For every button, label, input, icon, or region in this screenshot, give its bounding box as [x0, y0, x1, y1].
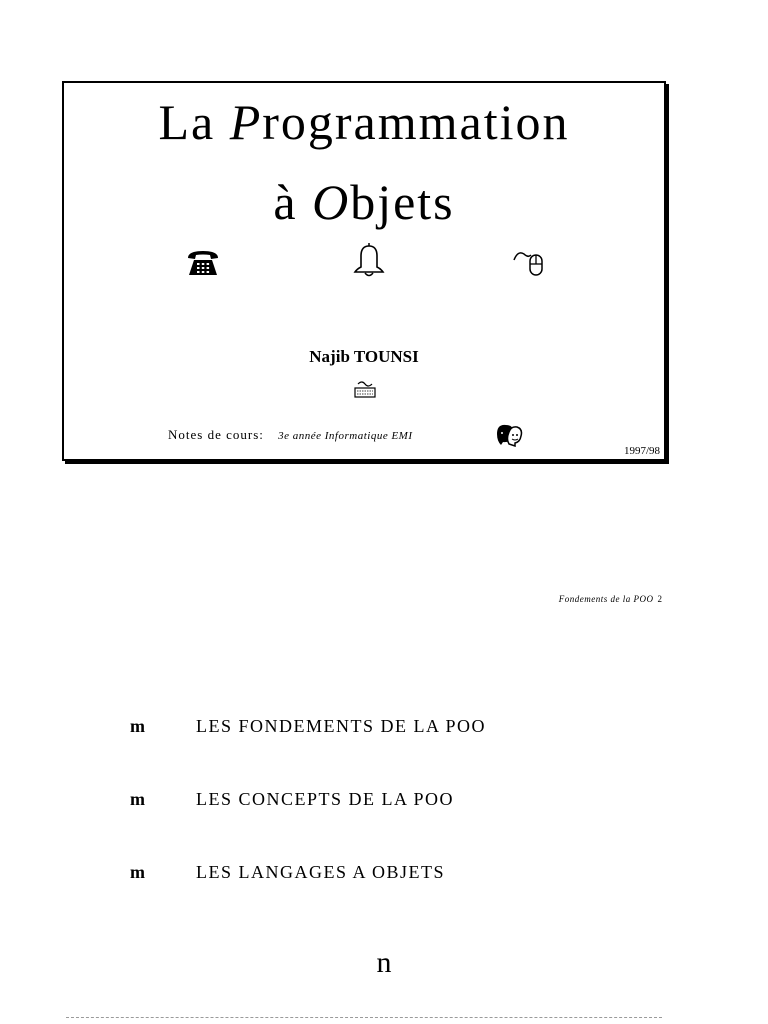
toc-bullet: m	[130, 862, 145, 882]
year-label: 1997/98	[623, 445, 660, 457]
course-notes	[168, 427, 413, 443]
footer-glyph: n	[376, 946, 392, 979]
keyboard-icon	[353, 379, 377, 399]
page-number: 2	[657, 594, 662, 604]
telephone-icon	[186, 249, 220, 277]
toc-bullet: m	[130, 789, 145, 809]
title-line-2: à Objets	[273, 174, 455, 230]
bottom-divider	[66, 1017, 662, 1018]
author-name: Najib TOUNSI	[309, 347, 419, 366]
page-header	[559, 594, 662, 604]
toc-label: LES FONDEMENTS DE LA POO	[196, 716, 487, 736]
toc-item	[130, 862, 445, 883]
notes-label: Notes de cours:	[168, 427, 264, 442]
notes-detail: 3e année Informatique EMI	[278, 430, 413, 442]
toc-item	[130, 789, 454, 810]
toc-bullet: m	[130, 716, 145, 736]
title-line-1: La Programmation	[158, 94, 570, 150]
faces-icon	[495, 423, 523, 447]
mouse-icon	[512, 246, 546, 278]
bell-icon	[351, 241, 387, 279]
title-box	[62, 81, 666, 461]
toc-label: LES CONCEPTS DE LA POO	[196, 789, 455, 809]
page-header-title: Fondements de la POO	[558, 594, 654, 604]
toc-item	[130, 716, 486, 737]
toc-label: LES LANGAGES A OBJETS	[196, 862, 446, 882]
